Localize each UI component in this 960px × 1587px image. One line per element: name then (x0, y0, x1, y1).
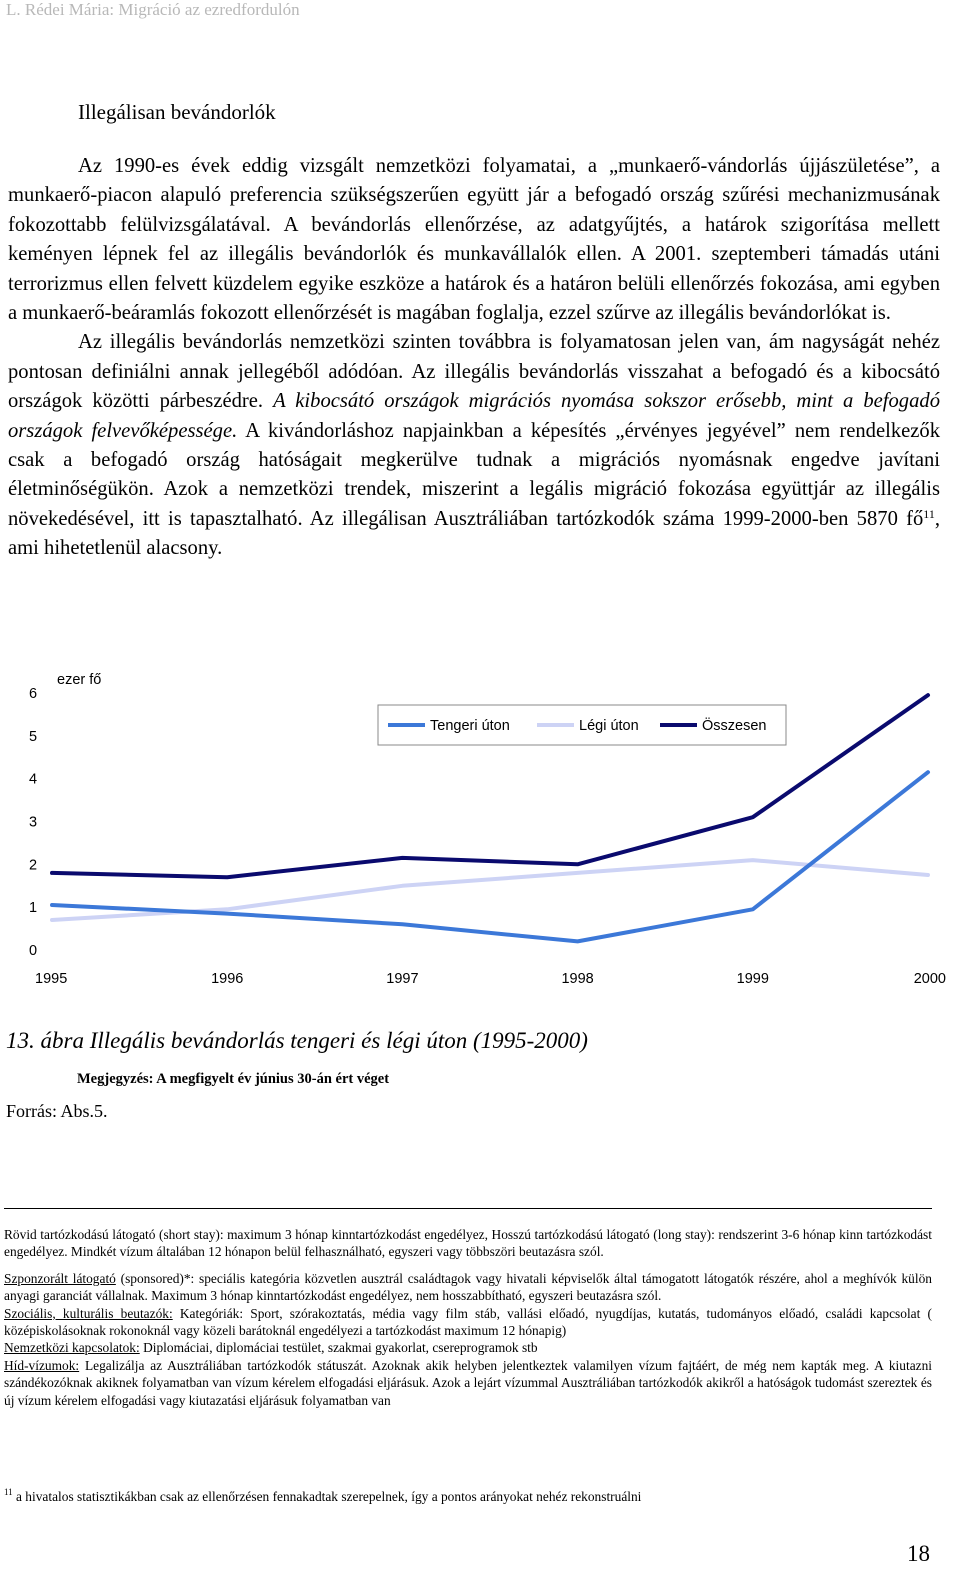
x-tick-label: 1995 (35, 971, 68, 987)
x-tick-label: 1999 (736, 971, 769, 987)
footnote-short-stay: Rövid tartózkodású látogató (short stay): maximum 3 hónap kinntartózkodást engedélyez, Hosszú tartózkodású látogató (long stay): rendszerint 3-6 hónap kinn tartózkodást engedélyez. Mindkét vízum általában 12 hónapon belül felhasználható, egyszeri vagy többszöri beutazásra szól. (4, 1227, 932, 1260)
footnotes (4, 1226, 932, 1409)
series-line-0 (52, 772, 928, 941)
footnote-bridge (4, 1357, 932, 1409)
footnote-text-bridge: Legalizálja az Ausztráliában tartózkodók státuszát. Azoknak akik helyben jelentkeztek valamilyen vízum fajtáért, de még nem kapták meg. A kiutazni szándékozóknak akiknek folyamatban van vízum kérelem elfogadási eljárásuk. Azok a lejárt vízummal Ausztráliában tartózkodók akikről a hatóságok tudomást szereztek és új vízum kérelem elfogadási vagy kiutazatási eljárásuk folyamatban van (4, 1357, 932, 1408)
y-tick-label: 1 (29, 900, 38, 917)
footnote-11-number: 11 (4, 1487, 13, 1497)
figure-source: Forrás: Abs.5. (6, 1101, 108, 1121)
paragraph-2-italic: A kibocsátó országok migrációs nyomása sokszor erősebb, mint a befogadó országok felvevőképessége. (8, 390, 940, 442)
footnote-term-intl: Nemzetközi kapcsolatok: (4, 1340, 140, 1356)
paragraph-2-text-b: A kivándorláshoz napjainkban a képesítés „érvényes jegyével” nem rendelkezők csak a befogadó ország hatóságait megkerülve tudnak a migrációs nyomásnak engedve javítani életminőségükön. Azok a nemzetközi trendek, miszerint a legális migráció fokozása együttjár az illegális növekedésével, itt is tapasztalható. Az illegálisan Ausztráliában tartózkodók száma 1999-2000-ben 5870 fő (8, 419, 940, 530)
footnote-separator (4, 1208, 932, 1209)
legend-label: Légi úton (579, 718, 639, 734)
y-tick-label: 6 (29, 686, 38, 702)
x-tick-label: 2000 (913, 971, 946, 987)
x-tick-label: 1998 (561, 971, 594, 987)
footnote-ref-11[interactable]: 11 (923, 506, 935, 521)
paragraph-2 (8, 328, 940, 563)
chart-legend (378, 705, 786, 745)
footnote-sponsored (4, 1270, 932, 1305)
figure-caption: 13. ábra Illegális bevándorlás tengeri és légi úton (1995-2000) (6, 1028, 588, 1053)
footnote-text-sponsored: (sponsored)*: speciális kategória közvetlen ausztrál családtagok vagy hivatali képviselők által támogatott látogatók részére, ahol a meghívók külön anyagi garanciát vállalnak. Maximum 3 hónap kinntartózkodást engedélyez, nem hosszabbítható, egyszeri beutazásra szól. (4, 1270, 932, 1304)
y-tick-label: 4 (29, 771, 38, 788)
body-text (8, 152, 940, 564)
y-tick-label: 0 (29, 943, 38, 959)
running-head: L. Rédei Mária: Migráció az ezredfordulón (6, 0, 300, 19)
y-tick-label: 2 (29, 857, 38, 874)
paragraph-2-text-c: , ami hihetetlenül alacsony. (8, 507, 940, 560)
y-axis (29, 686, 37, 959)
paragraph-2-text-a: Az illegális bevándorlás nemzetközi szinten továbbra is folyamatosan jelen van, ám nagyságát nehéz pontosan definiálni annak jellegéből adódóan. Az illegális bevándorlás visszahat a befogadó és a kibocsátó országok közötti párbeszédre. (8, 331, 940, 413)
footnote-term-sponsored: Szponzorált látogató (4, 1270, 116, 1286)
footnote-term-bridge: Híd-vízumok: (4, 1357, 80, 1373)
line-chart (0, 660, 960, 1000)
x-axis (35, 971, 946, 987)
footnote-social (4, 1305, 932, 1340)
footnote-11-text: a hivatalos statisztikákban csak az ellenőrzésen fennakadtak szerepelnek, így a pontos arányokat nehéz rekonstruálni (12, 1489, 642, 1504)
footnote-intl (4, 1339, 932, 1356)
footnote-11 (4, 1489, 641, 1505)
y-tick-label: 5 (29, 728, 38, 745)
page-number: 18 (907, 1541, 930, 1566)
x-tick-label: 1996 (211, 971, 244, 987)
legend-label: Tengeri úton (430, 718, 510, 734)
footnote-text-social: Kategóriák: Sport, szórakoztatás, média vagy film stáb, vallási előadó, nyugdíjas, kutatás, tudományos előadó, családi kapcsolat ( középiskolásoknak rokonoknál vagy közeli barátoknál engedélyezi a tartózkodást maximum 12 hónapig) (4, 1305, 932, 1339)
footnote-text-intl: Diplomáciai, diplomáciai testület, szakmai gyakorlat, csereprogramok stb (139, 1340, 538, 1356)
legend-label: Összesen (702, 718, 767, 734)
figure-note: Megjegyzés: A megfigyelt év június 30-án ért véget (77, 1071, 390, 1087)
y-tick-label: 3 (29, 814, 38, 831)
paragraph-1: Az 1990-es évek eddig vizsgált nemzetközi folyamatai, a „munkaerő-vándorlás újjászületése”, a munkaerő-piacon alapuló preferencia szükségszerűen együtt jár a befogadó ország szűrési mechanizmusának fokozottabb felülvizsgálatával. A bevándorlás ellenőrzése, az adatgyűjtés, a határok szigorítása mellett keményen lépnek fel az illegális bevándorlók és munkavállalók ellen. A 2001. szeptemberi támadás utáni terrorizmus ellen felvett küzdelem egyike eszköze a határok és a határon belüli ellenőrzés fokozása, ami egyben a munkaerő-beáramlás fokozott ellenőrzését is magában foglalja, ezzel szűrve az illegális bevándorlókat is. (8, 155, 940, 325)
section-title: Illegálisan bevándorlók (78, 100, 276, 124)
footnote-term-social: Szociális, kulturális beutazók: (4, 1305, 173, 1321)
x-tick-label: 1997 (386, 971, 419, 987)
y-axis-label: ezer fő (57, 672, 102, 688)
